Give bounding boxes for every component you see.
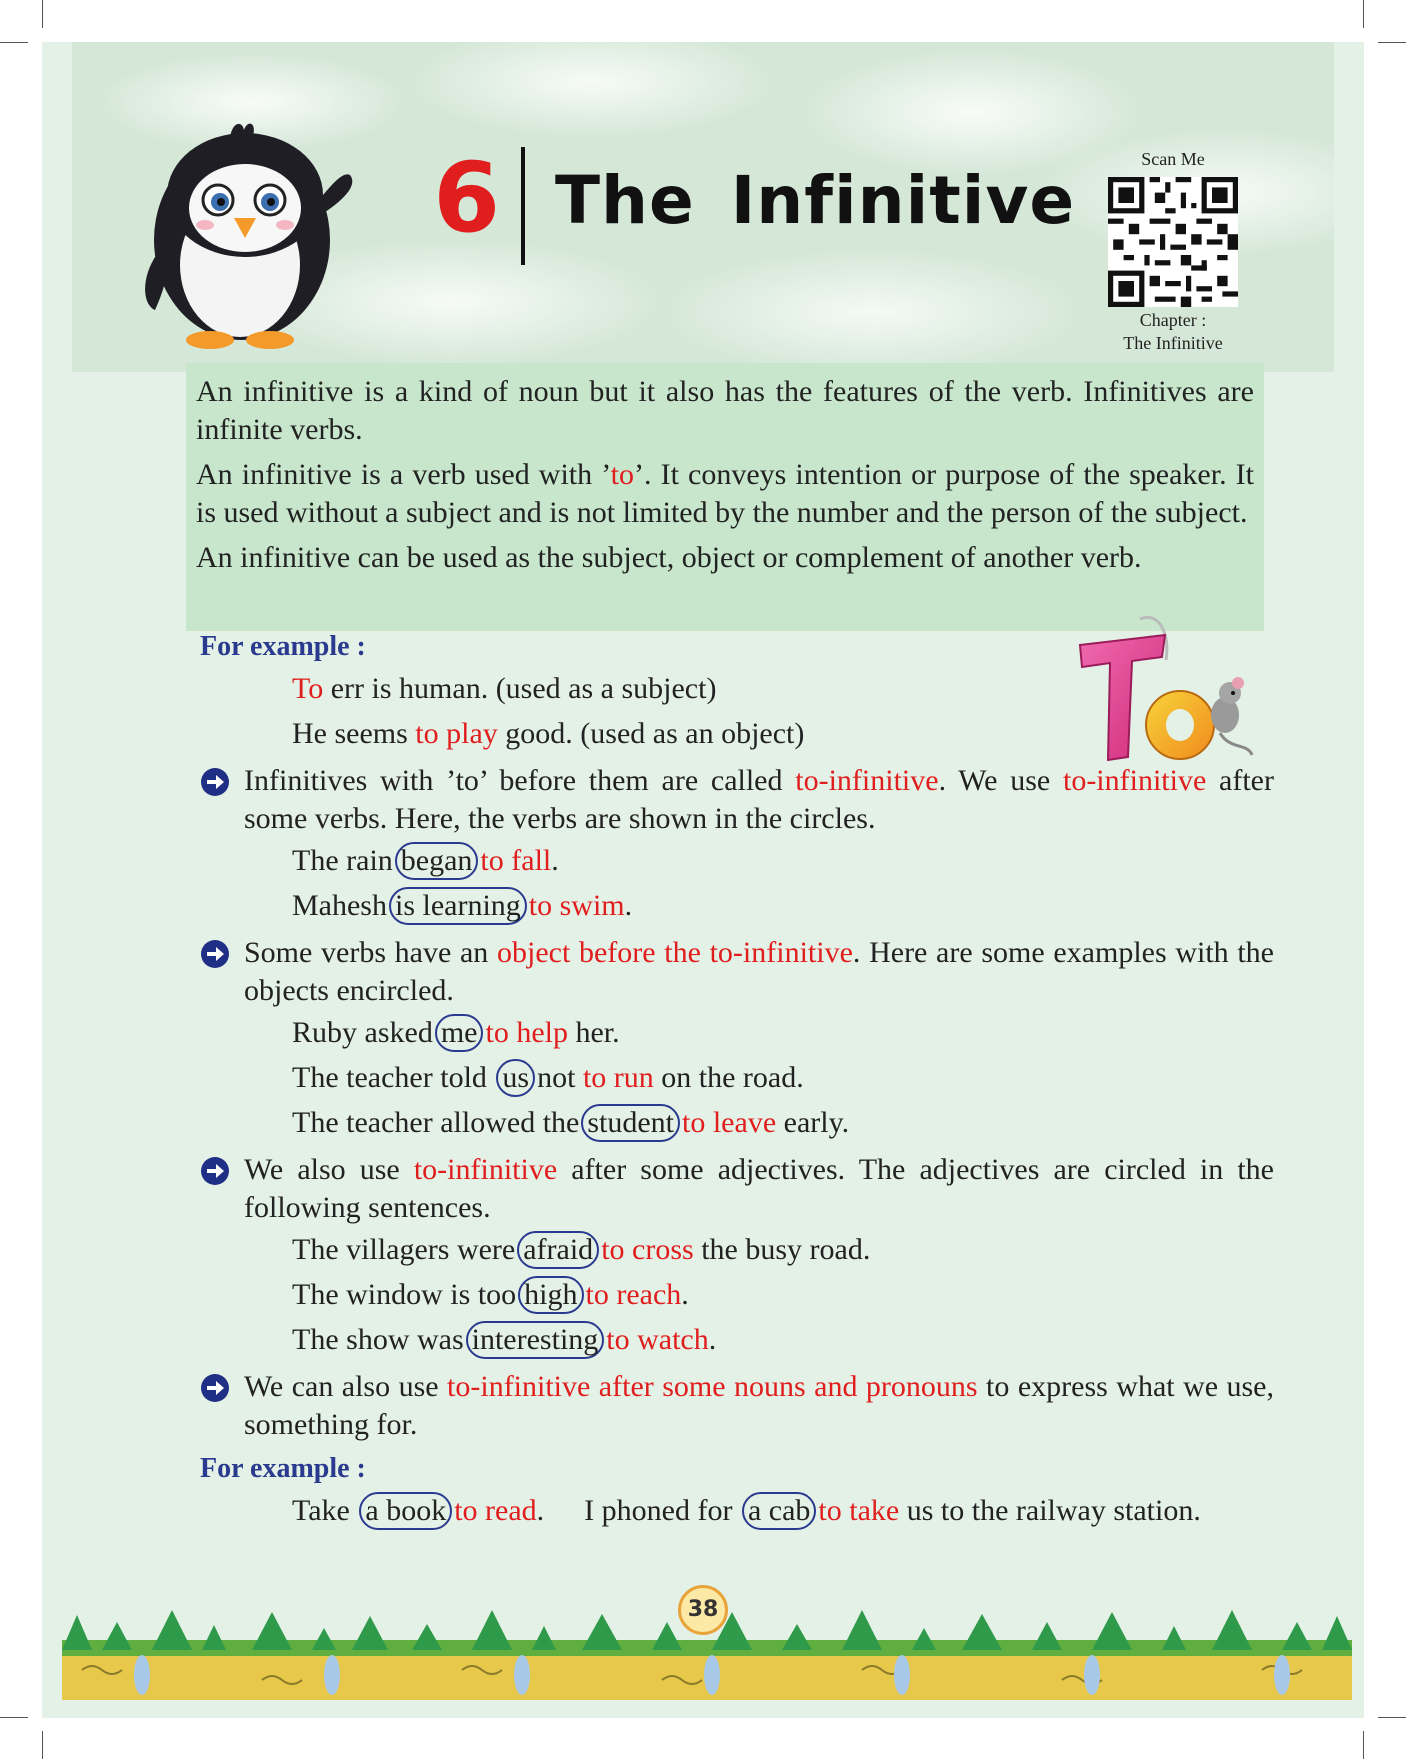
qr-caption-top: Scan Me — [1141, 149, 1205, 169]
circled-object: us — [496, 1059, 535, 1097]
highlight-infinitive: to fall — [480, 844, 552, 877]
definition-paragraph-1: An infinitive is a kind of noun but it also has the features of the verb. Infinitives are infinite verbs. — [196, 375, 1254, 446]
page-number: 38 — [678, 1585, 728, 1635]
text: after some verbs. Here, the verbs are shown in the circles. — [244, 764, 1274, 835]
circled-adjective: interesting — [466, 1321, 605, 1359]
text: Ruby asked — [292, 1016, 433, 1049]
circled-noun: a book — [359, 1492, 452, 1530]
text: on the road. — [653, 1061, 804, 1094]
text: Some verbs have an — [244, 936, 497, 969]
highlight-term: to-infinitive — [795, 764, 939, 797]
text: . Here are some examples with the objects encircled. — [244, 936, 1274, 1007]
qr-caption-title: The Infinitive — [1123, 333, 1223, 353]
text: us to the railway station. — [899, 1494, 1201, 1527]
text: her. — [567, 1016, 620, 1049]
text: after some adjectives. The adjectives are circled in the following sentences. — [244, 1153, 1275, 1224]
crop-mark — [0, 1717, 28, 1718]
example-sentence — [200, 1010, 1300, 1055]
highlight-infinitive: to run — [582, 1061, 654, 1094]
text: The window is too — [292, 1278, 517, 1311]
text: The teacher told — [292, 1061, 495, 1094]
highlight-infinitive: to swim — [528, 889, 625, 922]
circled-adjective: afraid — [517, 1231, 599, 1269]
highlight-infinitive: to take — [818, 1494, 900, 1527]
example-heading: For example : — [200, 1453, 366, 1484]
example-sentence — [200, 1317, 1300, 1362]
bullet-point — [200, 1151, 1274, 1227]
text: He seems — [292, 717, 416, 750]
chapter-number: 6 — [433, 142, 500, 254]
example-sentence — [200, 883, 1300, 928]
example-sentence — [200, 1100, 1300, 1145]
circled-verb: is learning — [389, 887, 527, 925]
text: The show was — [292, 1323, 464, 1356]
penguin-illustration — [130, 100, 360, 350]
definition-paragraph-2 — [196, 456, 1254, 532]
qr-block — [1098, 148, 1248, 355]
crop-mark — [1363, 1731, 1364, 1759]
text: good. (used as an object) — [497, 717, 805, 750]
crop-mark — [1378, 1717, 1406, 1718]
example-sentence — [200, 666, 1300, 711]
example-sentence — [200, 1488, 1300, 1533]
text: err is human. (used as a subject) — [323, 672, 717, 705]
highlight-infinitive: to watch — [606, 1323, 709, 1356]
text: An infinitive is a verb used with ’ — [196, 458, 611, 491]
text: . — [708, 1323, 717, 1356]
circled-object: me — [435, 1014, 484, 1052]
arrow-bullet-icon — [200, 767, 230, 797]
example-sentence — [200, 1055, 1300, 1100]
bullet-point — [200, 934, 1274, 1010]
crop-mark — [1363, 0, 1364, 28]
highlight-term: object before the to-infinitive — [496, 936, 853, 969]
text: The rain — [292, 844, 393, 877]
definition-box — [186, 363, 1264, 631]
text: I phoned for — [584, 1494, 740, 1527]
text: . We use — [938, 764, 1063, 797]
circled-object: student — [581, 1104, 680, 1142]
crop-mark — [0, 42, 28, 43]
crop-mark — [42, 0, 43, 28]
text: early. — [776, 1106, 850, 1139]
example-sentence — [200, 1272, 1300, 1317]
text: Mahesh — [292, 889, 387, 922]
text: to express what we use, something for. — [244, 1370, 1275, 1441]
text: . — [551, 844, 559, 877]
bullet-point — [200, 1368, 1274, 1444]
highlight-to: To — [292, 672, 324, 705]
title-divider — [521, 147, 525, 265]
highlight-term: to-infinitive — [413, 1153, 558, 1186]
highlight-infinitive: to read — [454, 1494, 537, 1527]
text: We can also use — [244, 1370, 448, 1403]
qr-caption-chapter: Chapter : — [1139, 310, 1207, 330]
highlight-infinitive: to play — [415, 717, 498, 750]
arrow-bullet-icon — [200, 939, 230, 969]
crop-mark — [1378, 42, 1406, 43]
definition-paragraph-3: An infinitive can be used as the subject, object or complement of another verb. — [196, 541, 1142, 574]
highlight-infinitive: to cross — [601, 1233, 694, 1266]
text: the busy road. — [693, 1233, 871, 1266]
arrow-bullet-icon — [200, 1373, 230, 1403]
text: The teacher allowed the — [292, 1106, 580, 1139]
circled-noun: a cab — [742, 1492, 816, 1530]
text: Infinitives with ’to’ before them are called — [244, 764, 796, 797]
example-heading: For example : — [200, 631, 366, 662]
highlight-term: to-infinitive — [1062, 764, 1207, 797]
text: The villagers were — [292, 1233, 516, 1266]
text: We also use — [244, 1153, 414, 1186]
example-sentence — [200, 711, 1300, 756]
chapter-title: The Infinitive — [555, 162, 1076, 239]
highlight-infinitive: to help — [485, 1016, 568, 1049]
bullet-point — [200, 762, 1274, 838]
circled-verb: began — [395, 842, 479, 880]
text: . — [536, 1494, 545, 1527]
text: ’. It conveys intention or purpose of the speaker. It is used without a subject and is not limited by the number and the person of the subject. — [196, 458, 1254, 529]
qr-code[interactable] — [1108, 177, 1238, 307]
highlight-to: to — [610, 458, 635, 491]
text: . — [624, 889, 633, 922]
text: Take — [292, 1494, 358, 1527]
highlight-infinitive: to reach — [585, 1278, 682, 1311]
text: . — [681, 1278, 689, 1311]
circled-adjective: high — [518, 1276, 583, 1314]
arrow-bullet-icon — [200, 1156, 230, 1186]
example-sentence — [200, 1227, 1300, 1272]
text: not — [537, 1061, 583, 1094]
content-area — [200, 628, 1300, 1533]
example-sentence — [200, 838, 1300, 883]
highlight-term: to-infinitive after some nouns and pronouns — [447, 1370, 978, 1403]
crop-mark — [42, 1731, 43, 1759]
highlight-infinitive: to leave — [682, 1106, 777, 1139]
